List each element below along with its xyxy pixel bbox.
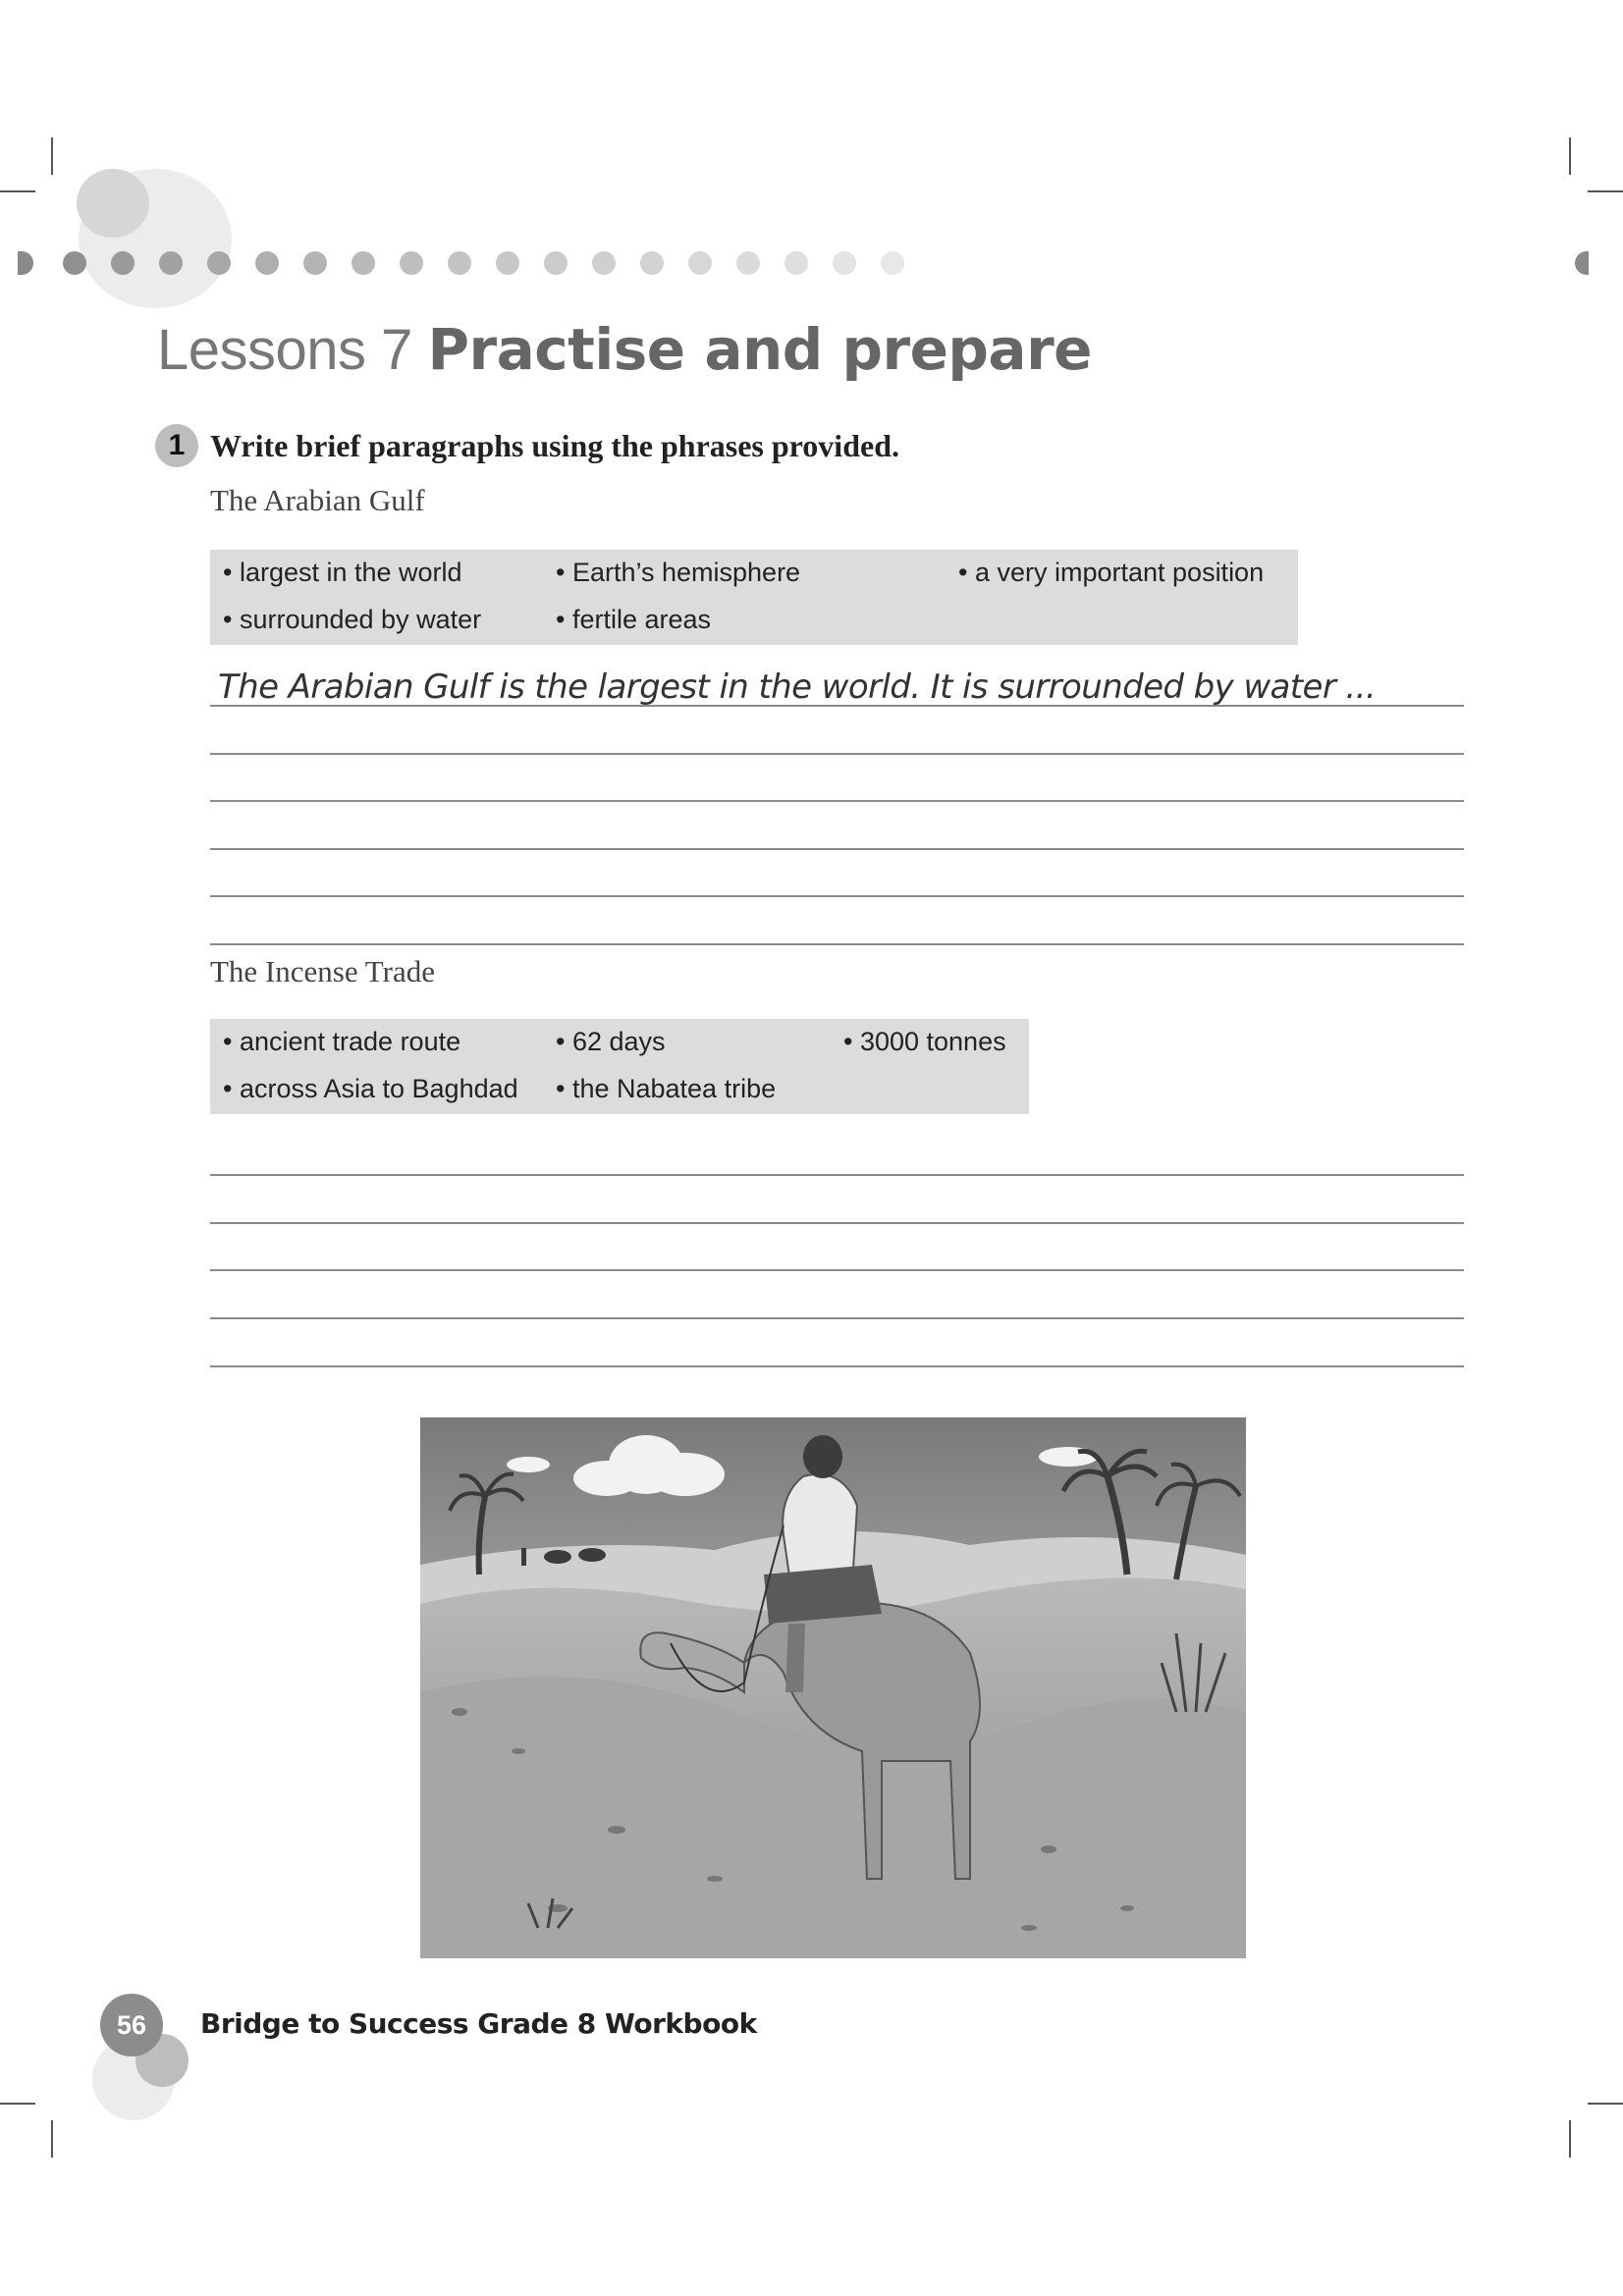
writing-line[interactable]	[210, 895, 1464, 897]
header-dot	[448, 251, 471, 275]
header-dot	[255, 251, 279, 275]
header-dot	[352, 251, 375, 275]
header-dot	[544, 251, 568, 275]
phrase-item: • fertile areas	[556, 605, 712, 634]
header-dot	[881, 251, 904, 275]
header-dot	[688, 251, 712, 275]
crop-mark-top-right-v	[1569, 137, 1571, 175]
crop-mark-top-left-v	[51, 137, 53, 175]
exercise-instruction: Write brief paragraphs using the phrases provided.	[210, 428, 899, 463]
header-dot	[207, 251, 231, 275]
writing-line[interactable]	[210, 1222, 1464, 1224]
phrase-item: • 62 days	[556, 1027, 666, 1056]
header-dot	[18, 251, 33, 275]
header-dot	[1575, 251, 1589, 275]
header-dot	[736, 251, 760, 275]
header-dot	[63, 251, 86, 275]
header-deco-small-circle	[77, 169, 149, 238]
writing-line[interactable]	[210, 1317, 1464, 1319]
header-dot	[640, 251, 664, 275]
exercise-number-badge: 1	[155, 424, 198, 467]
section-title-arabian-gulf: The Arabian Gulf	[210, 483, 425, 517]
writing-line[interactable]	[210, 1365, 1464, 1367]
header-dot	[784, 251, 808, 275]
writing-line[interactable]	[210, 705, 1464, 707]
crop-mark-bottom-left-v	[51, 2120, 53, 2158]
crop-mark-top-right-h	[1588, 190, 1623, 192]
header-dot	[111, 251, 135, 275]
writing-line[interactable]	[210, 1174, 1464, 1176]
header-dot	[400, 251, 423, 275]
crop-mark-bottom-left-h	[0, 2103, 35, 2105]
example-sentence: The Arabian Gulf is the largest in the world. It is surrounded by water ...	[218, 667, 1377, 707]
book-title: Bridge to Success Grade 8 Workbook	[200, 2007, 757, 2040]
phrase-item: • ancient trade route	[223, 1027, 461, 1056]
phrase-item: • the Nabatea tribe	[556, 1074, 777, 1103]
page-title	[157, 316, 1092, 383]
phrase-item: • Earth’s hemisphere	[556, 558, 801, 587]
phrase-box-arabian-gulf	[210, 550, 1298, 645]
writing-line[interactable]	[210, 800, 1464, 802]
writing-line[interactable]	[210, 943, 1464, 945]
phrase-item: • 3000 tonnes	[843, 1027, 1006, 1056]
section-title-incense-trade: The Incense Trade	[210, 954, 435, 988]
desert-camel-illustration	[420, 1417, 1246, 1958]
phrase-box-incense-trade	[210, 1019, 1029, 1114]
writing-line[interactable]	[210, 848, 1464, 850]
writing-line[interactable]	[210, 1269, 1464, 1271]
crop-mark-bottom-right-h	[1588, 2103, 1623, 2105]
phrase-item: • a very important position	[958, 558, 1265, 587]
header-dot	[303, 251, 327, 275]
phrase-item: • surrounded by water	[223, 605, 482, 634]
title-lesson-number: Lessons 7	[157, 318, 412, 382]
title-main: Practise and prepare	[427, 316, 1093, 383]
header-dot	[833, 251, 856, 275]
writing-line[interactable]	[210, 753, 1464, 755]
phrase-item: • largest in the world	[223, 558, 462, 587]
page-number: 56	[100, 1994, 163, 2056]
header-dot	[496, 251, 519, 275]
header-dot	[592, 251, 616, 275]
phrase-item: • across Asia to Baghdad	[223, 1074, 518, 1103]
header-dot	[159, 251, 183, 275]
crop-mark-top-left-h	[0, 190, 35, 192]
crop-mark-bottom-right-v	[1569, 2120, 1571, 2158]
